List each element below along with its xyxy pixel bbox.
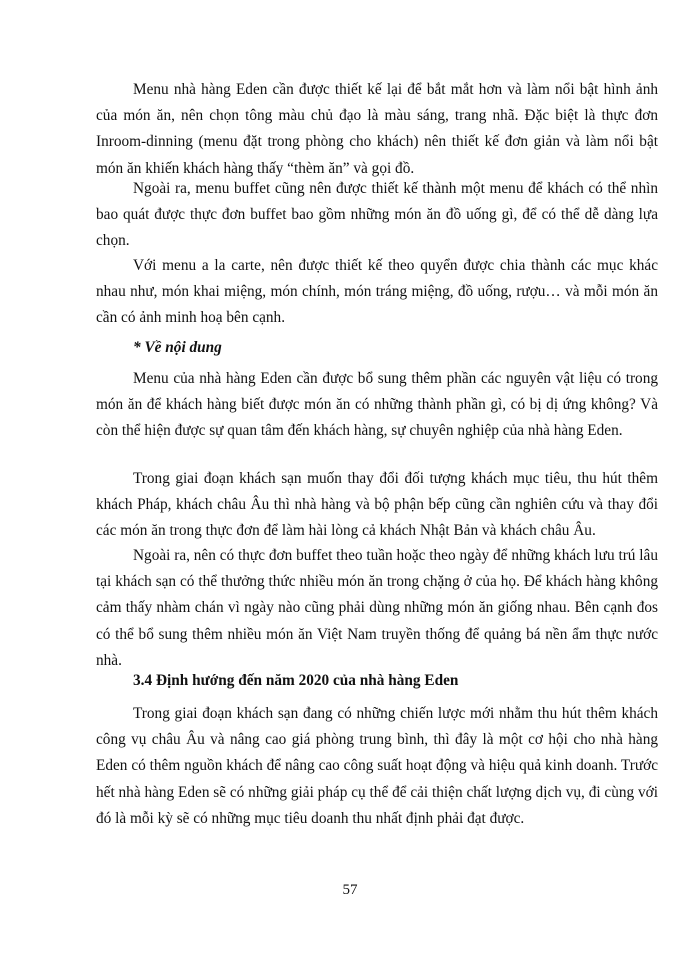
paragraph-orientation-2020: Trong giai đoạn khách sạn đang có những chiến lược mới nhằm thu hút thêm khách công vụ châu Âu và nâng cao giá phòng trung bình, thì đây là một cơ hội cho nhà hàng Eden có thêm nguồn khách để nâng cao công suất hoạt động và hiệu quả kinh doanh. Trước hết nhà hàng Eden sẽ có những giải pháp cụ thể để cải thiện chất lượng dịch vụ, đi cùng với đó là mỗi kỳ sẽ có những mục tiêu doanh thu nhất định phải đạt được. [96,705,658,827]
paragraph-ingredients: Menu của nhà hàng Eden cần được bổ sung thêm phần các nguyên vật liệu có trong món ăn để khách hàng biết được món ăn có những thành phần gì, có bị dị ứng không? Và còn thể hiện được sự quan tâm đến khách hàng, sự chuyên nghiệp của nhà hàng Eden. [96,370,658,440]
section-heading-3-4: 3.4 Định hướng đến năm 2020 của nhà hàng Eden [133,672,459,689]
paragraph-buffet-weekly: Ngoài ra, nên có thực đơn buffet theo tuần hoặc theo ngày để những khách lưu trú lâu tại khách sạn có thể thưởng thức nhiều món ăn trong chặng ở của họ. Để khách hàng không cảm thấy nhàm chán vì ngày nào cũng phải dùng những món ăn giống nhau. Bên cạnh đos có thể bổ sung thêm nhiều món ăn Việt Nam truyền thống để quảng bá nền ẩm thực nước nhà. [96,547,658,669]
paragraph-a-la-carte-menu: Với menu a la carte, nên được thiết kế theo quyển được chia thành các mục khác nhau như, món khai miệng, món chính, món tráng miệng, đồ uống, rượu… và mỗi món ăn cần có ảnh minh hoạ bên cạnh. [96,257,658,327]
content-heading: * Về nội dung [133,339,222,356]
paragraph-menu-redesign: Menu nhà hàng Eden cần được thiết kế lại để bắt mắt hơn và làm nổi bật hình ảnh của món ăn, nên chọn tông màu chủ đạo là màu sáng, trang nhã. Đặc biệt là thực đơn Inroom-dinning (menu đặt trong phòng cho khách) nên thiết kế đơn giản và làm nổi bật món ăn khiến khách hàng thấy “thèm ăn” và gọi đồ. [96,81,658,177]
paragraph-buffet-menu: Ngoài ra, menu buffet cũng nên được thiết kế thành một menu để khách có thể nhìn bao quát được thực đơn buffet bao gồm những món ăn đồ uống gì, để có thể dễ dàng lựa chọn. [96,180,658,250]
page-number: 57 [342,882,358,898]
paragraph-target-guests: Trong giai đoạn khách sạn muốn thay đổi đối tượng khách mục tiêu, thu hút thêm khách Pháp, khách châu Âu thì nhà hàng và bộ phận bếp cũng cần nghiên cứu và thay đổi các món ăn trong thực đơn để làm hài lòng cả khách Nhật Bản và khách châu Âu. [96,470,658,540]
